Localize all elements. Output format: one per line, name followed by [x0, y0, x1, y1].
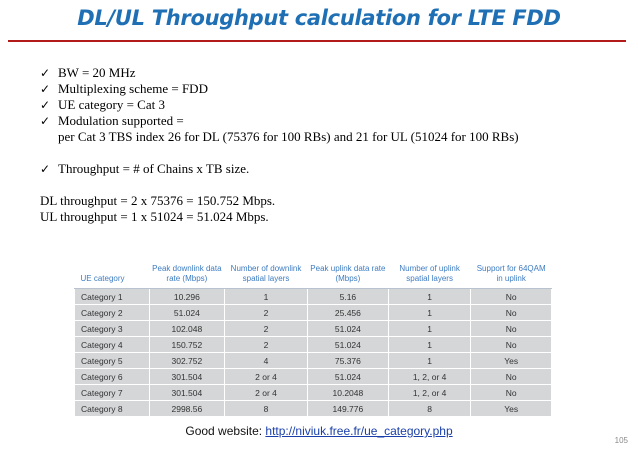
checkmark-icon: ✓	[40, 162, 51, 176]
table-cell: 8	[388, 401, 470, 417]
bullet-text: BW = 20 MHz	[58, 65, 136, 80]
table-cell: 1	[388, 353, 470, 369]
table-cell: 1, 2, or 4	[388, 385, 470, 401]
table-cell: No	[471, 289, 552, 305]
table-cell: 1	[388, 289, 470, 305]
bullet-text: UE category = Cat 3	[58, 97, 165, 112]
table-cell: No	[471, 321, 552, 337]
table-cell: 2	[225, 305, 308, 321]
table-cell: 149.776	[307, 401, 388, 417]
table-cell: 2	[225, 321, 308, 337]
table-cell: 51.024	[307, 337, 388, 353]
table-cell: 2 or 4	[225, 369, 308, 385]
table-cell: No	[471, 385, 552, 401]
table-header-row	[75, 256, 552, 289]
table-cell: Yes	[471, 401, 552, 417]
bullet-list	[40, 65, 630, 225]
checkmark-icon: ✓	[40, 82, 51, 96]
table-cell: 1	[388, 337, 470, 353]
table-header-cell: UE category	[75, 256, 150, 289]
table-header-cell: Support for 64QAM in uplink	[471, 256, 552, 289]
table-cell: No	[471, 337, 552, 353]
table-cell: Category 3	[75, 321, 150, 337]
checkmark-icon: ✓	[40, 98, 51, 112]
bullet-item	[40, 161, 630, 177]
table-cell: No	[471, 369, 552, 385]
checkmark-icon: ✓	[40, 114, 51, 128]
bullet-item	[40, 65, 630, 81]
website-label: Good website:	[185, 424, 266, 438]
table-row	[75, 353, 552, 369]
website-link[interactable]: http://niviuk.free.fr/ue_category.php	[265, 424, 453, 438]
table-row	[75, 385, 552, 401]
table-cell: 10.296	[149, 289, 225, 305]
table-row	[75, 369, 552, 385]
table-cell: Category 5	[75, 353, 150, 369]
bullet-text: Throughput = # of Chains x TB size.	[58, 161, 250, 176]
table-cell: 51.024	[307, 369, 388, 385]
table-cell: 301.504	[149, 385, 225, 401]
table-cell: 25.456	[307, 305, 388, 321]
table-row	[75, 289, 552, 305]
table-cell: 1	[388, 321, 470, 337]
slide-title: DL/UL Throughput calculation for LTE FDD	[77, 6, 561, 30]
table-row	[75, 401, 552, 417]
bullet-text: Multiplexing scheme = FDD	[58, 81, 208, 96]
table-cell: Category 8	[75, 401, 150, 417]
table-cell: 301.504	[149, 369, 225, 385]
table-cell: 75.376	[307, 353, 388, 369]
table-cell: No	[471, 305, 552, 321]
table-cell: 51.024	[149, 305, 225, 321]
title-underline	[8, 40, 626, 42]
table-row	[75, 337, 552, 353]
modulation-detail: per Cat 3 TBS index 26 for DL (75376 for 100 RBs) and 21 for UL (51024 for 100 RBs)	[58, 129, 519, 144]
table-cell: Category 2	[75, 305, 150, 321]
bullet-text: Modulation supported =	[58, 113, 184, 128]
table-cell: 150.752	[149, 337, 225, 353]
table-row	[75, 305, 552, 321]
table-cell: 8	[225, 401, 308, 417]
bullet-item	[40, 97, 630, 113]
table-header-cell: Peak uplink data rate (Mbps)	[307, 256, 388, 289]
table-cell: 102.048	[149, 321, 225, 337]
website-note	[0, 424, 638, 438]
dl-throughput: DL throughput = 2 x 75376 = 150.752 Mbps.	[40, 193, 276, 208]
table-header-cell: Peak downlink data rate (Mbps)	[149, 256, 225, 289]
table-cell: Yes	[471, 353, 552, 369]
table-cell: Category 6	[75, 369, 150, 385]
table-cell: 4	[225, 353, 308, 369]
table-header-cell: Number of downlink spatial layers	[225, 256, 308, 289]
table-cell: 1, 2, or 4	[388, 369, 470, 385]
table-cell: 302.752	[149, 353, 225, 369]
bullet-item	[40, 81, 630, 97]
ul-throughput: UL throughput = 1 x 51024 = 51.024 Mbps.	[40, 209, 269, 224]
ue-category-table	[74, 256, 552, 417]
table-cell: 2 or 4	[225, 385, 308, 401]
table-cell: 10.2048	[307, 385, 388, 401]
checkmark-icon: ✓	[40, 66, 51, 80]
bullet-item	[40, 113, 630, 129]
table-cell: 2	[225, 337, 308, 353]
table-header-cell: Number of uplink spatial layers	[388, 256, 470, 289]
table-cell: 5.16	[307, 289, 388, 305]
table-cell: 2998.56	[149, 401, 225, 417]
table-cell: 1	[225, 289, 308, 305]
table-cell: Category 1	[75, 289, 150, 305]
table-cell: Category 7	[75, 385, 150, 401]
page-number: 105	[614, 436, 628, 445]
table-row	[75, 321, 552, 337]
table-cell: Category 4	[75, 337, 150, 353]
table-cell: 1	[388, 305, 470, 321]
table-cell: 51.024	[307, 321, 388, 337]
